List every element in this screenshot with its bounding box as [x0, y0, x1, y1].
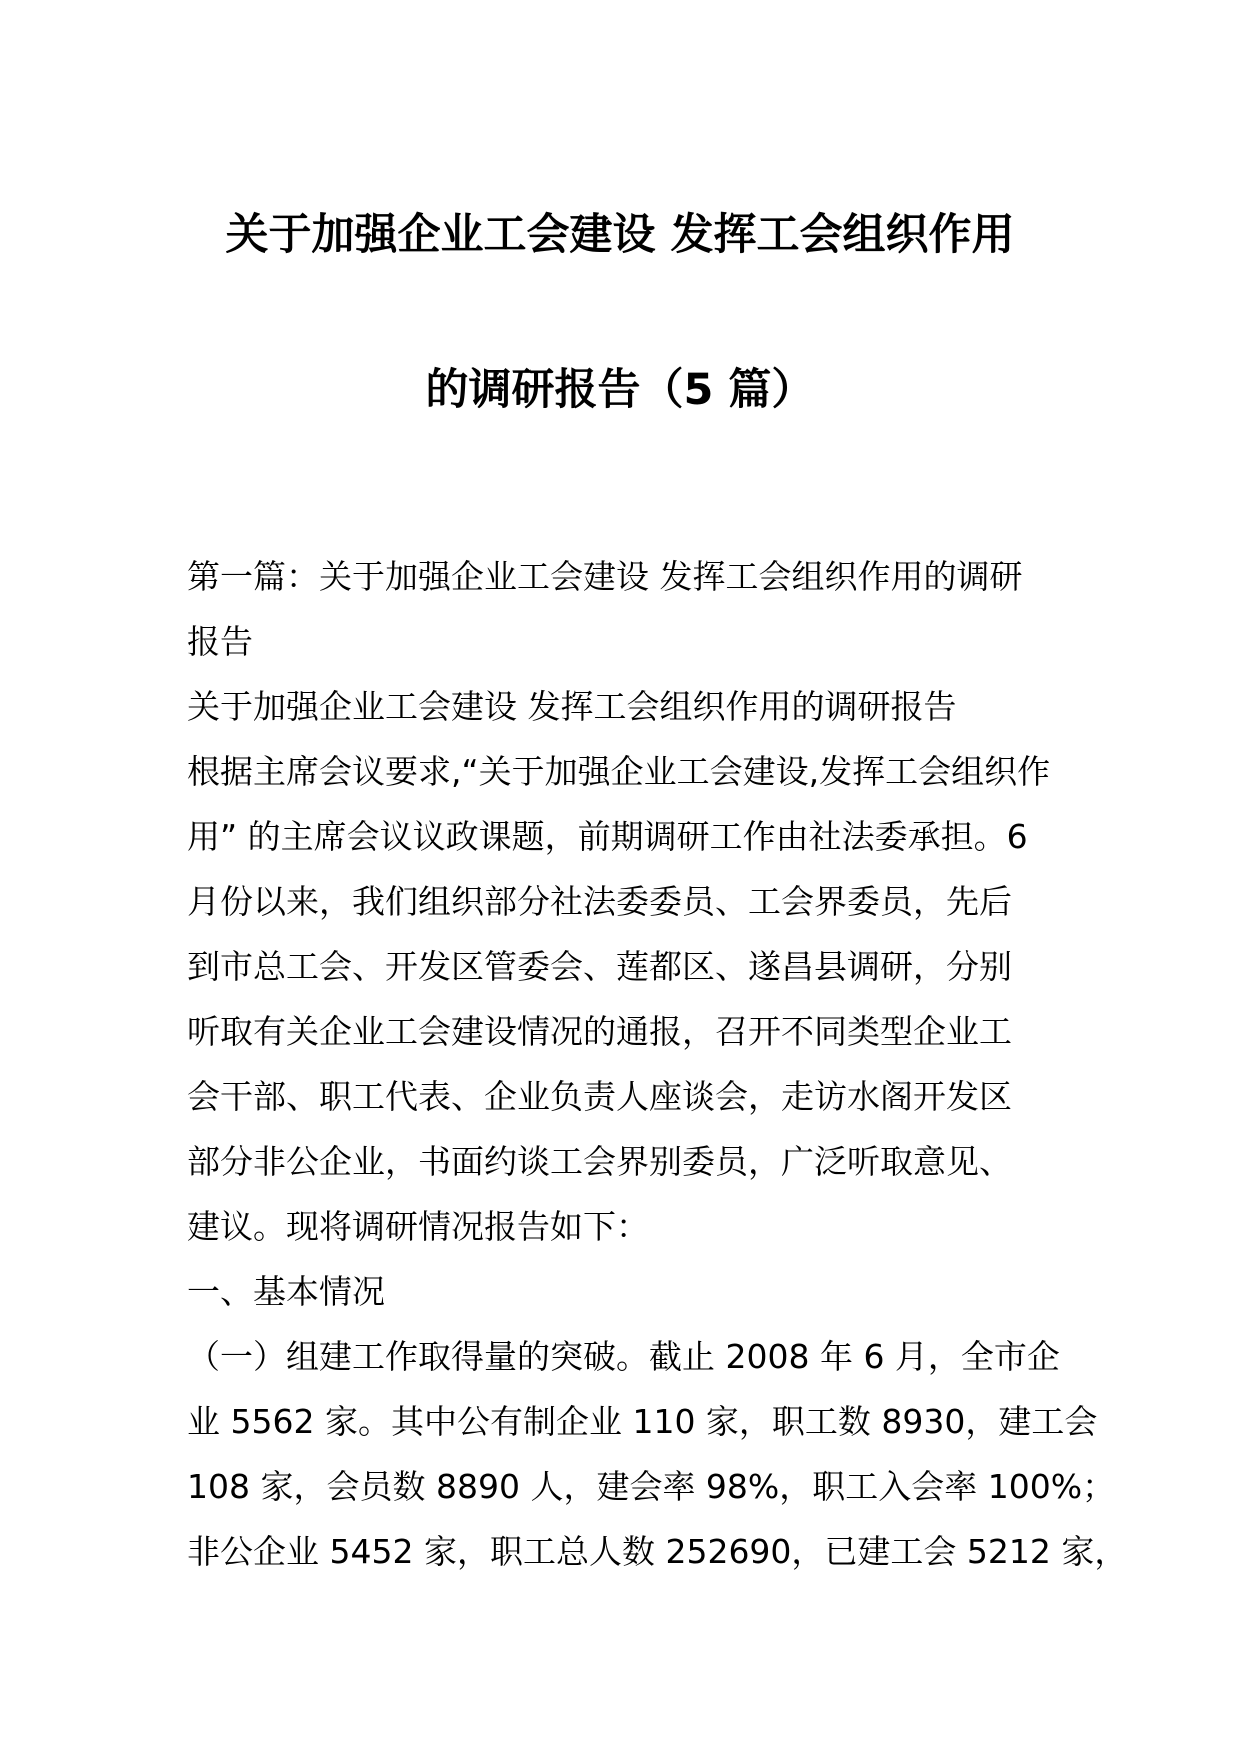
body-line: 根据主席会议要求,“关于加强企业工会建设,发挥工会组织作	[187, 752, 1051, 791]
body-line: 第一篇：关于加强企业工会建设 发挥工会组织作用的调研	[187, 557, 1023, 596]
body-line: （一）组建工作取得量的突破。截止 2008 年 6 月，全市企	[187, 1337, 1060, 1376]
body-line: 报告	[187, 622, 253, 661]
section-heading: 一、基本情况	[187, 1272, 385, 1311]
body-line: 非公企业 5452 家，职工总人数 252690，已建工会 5212 家，	[187, 1532, 1128, 1571]
body-line: 会干部、职工代表、企业负责人座谈会，走访水阁开发区	[187, 1077, 1012, 1116]
document-title-line-2: 的调研报告（5 篇）	[425, 365, 815, 415]
document-title-line-1: 关于加强企业工会建设 发挥工会组织作用	[225, 210, 1015, 260]
body-line: 部分非公企业，书面约谈工会界别委员，广泛听取意见、	[187, 1142, 1012, 1181]
body-line: 业 5562 家。其中公有制企业 110 家，职工数 8930，建工会	[187, 1402, 1098, 1441]
document-body	[187, 544, 1128, 1584]
body-line: 听取有关企业工会建设情况的通报，召开不同类型企业工	[187, 1012, 1012, 1051]
body-line: 用” 的主席会议议政课题，前期调研工作由社法委承担。6	[187, 817, 1028, 856]
body-line: 建议。现将调研情况报告如下：	[187, 1207, 649, 1246]
body-line: 108 家，会员数 8890 人，建会率 98%，职工入会率 100%；	[187, 1467, 1116, 1506]
body-line: 到市总工会、开发区管委会、莲都区、遂昌县调研，分别	[187, 947, 1012, 986]
body-line: 月份以来，我们组织部分社法委委员、工会界委员，先后	[187, 882, 1012, 921]
body-line: 关于加强企业工会建设 发挥工会组织作用的调研报告	[187, 687, 957, 726]
